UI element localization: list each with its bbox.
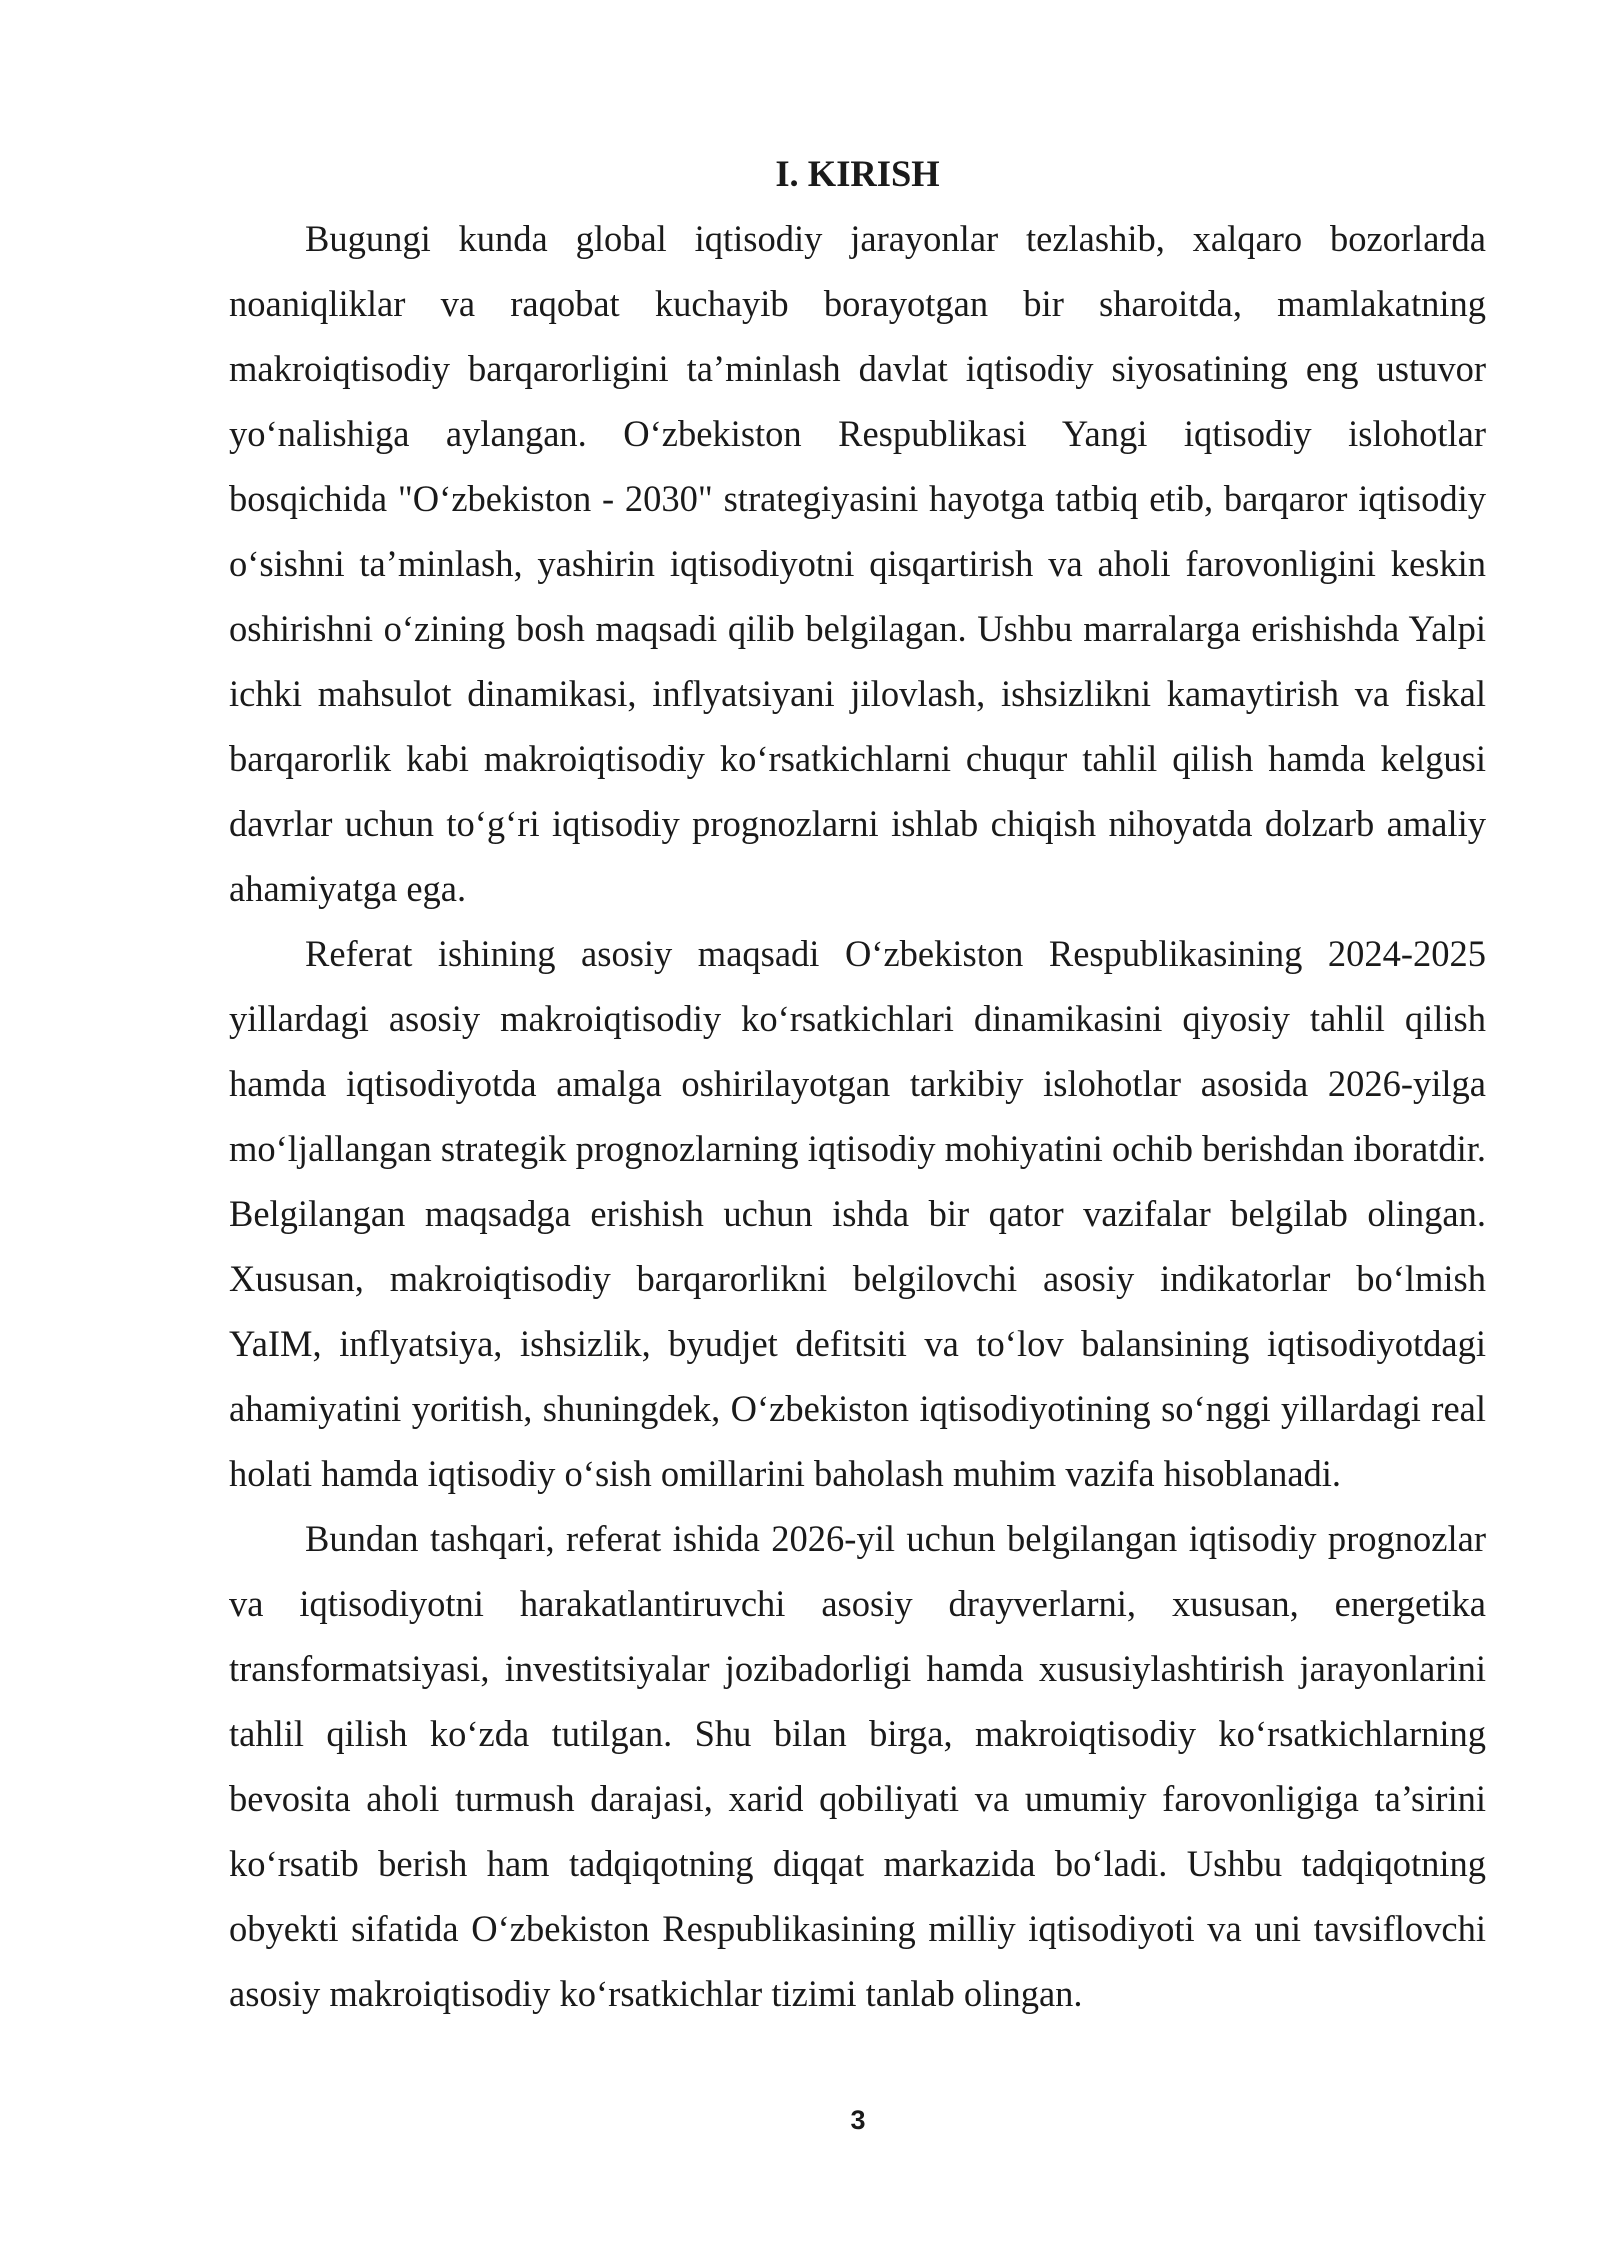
section-heading: I. KIRISH: [775, 153, 940, 194]
paragraph-additional-tasks: Bundan tashqari, referat ishida 2026-yil uchun belgilangan iqtisodiy prognozlar va iqtisodiyotni harakatlantiruvchi asosiy drayverlarni, xususan, energetika transformatsiyasi, investitsiyalar jozibadorligi hamda xususiylashtirish jarayonlarini tahlil qilish ko‘zda tutilgan. Shu bilan birga, makroiqtisodiy ko‘rsatkichlarning bevosita aholi turmush darajasi, xarid qobiliyati va umumiy farovonligiga ta’sirini ko‘rsatib berish ham tadqiqotning diqqat markazida bo‘ladi. Ushbu tadqiqotning obyekti sifatida O‘zbekiston Respublikasining milliy iqtisodiyoti va uni tavsiflovchi asosiy makroiqtisodiy ko‘rsatkichlar tizimi tanlab olingan.: [229, 1518, 1486, 2014]
page-number: 3: [850, 2105, 866, 2135]
paragraph-introduction: Bugungi kunda global iqtisodiy jarayonlar tezlashib, xalqaro bozorlarda noaniqliklar va raqobat kuchayib borayotgan bir sharoitda, mamlakatning makroiqtisodiy barqarorligini ta’minlash davlat iqtisodiy siyosatining eng ustuvor yo‘nalishiga aylangan. O‘zbekiston Respublikasi Yangi iqtisodiy islohotlar bosqichida "O‘zbekiston - 2030" strategiyasini hayotga tatbiq etib, barqaror iqtisodiy o‘sishni ta’minlash, yashirin iqtisodiyotni qisqartirish va aholi farovonligini keskin oshirishni o‘zining bosh maqsadi qilib belgilagan. Ushbu marralarga erishishda Yalpi ichki mahsulot dinamikasi, inflyatsiyani jilovlash, ishsizlikni kamaytirish va fiskal barqarorlik kabi makroiqtisodiy ko‘rsatkichlarni chuqur tahlil qilish hamda kelgusi davrlar uchun to‘g‘ri iqtisodiy prognozlarni ishlab chiqish nihoyatda dolzarb amaliy ahamiyatga ega.: [229, 218, 1486, 909]
page-content: [229, 152, 1486, 2026]
paragraph-purpose: Referat ishining asosiy maqsadi O‘zbekiston Respublikasining 2024-2025 yillardagi asosiy makroiqtisodiy ko‘rsatkichlari dinamikasini qiyosiy tahlil qilish hamda iqtisodiyotda amalga oshirilayotgan tarkibiy islohotlar asosida 2026-yilga mo‘ljallangan strategik prognozlarning iqtisodiy mohiyatini ochib berishdan iboratdir. Belgilangan maqsadga erishish uchun ishda bir qator vazifalar belgilab olingan. Xususan, makroiqtisodiy barqarorlikni belgilovchi asosiy indikatorlar bo‘lmish YaIM, inflyatsiya, ishsizlik, byudjet defitsiti va to‘lov balansining iqtisodiyotdagi ahamiyatini yoritish, shuningdek, O‘zbekiston iqtisodiyotining so‘nggi yillardagi real holati hamda iqtisodiy o‘sish omillarini baholash muhim vazifa hisoblanadi.: [229, 933, 1486, 1494]
